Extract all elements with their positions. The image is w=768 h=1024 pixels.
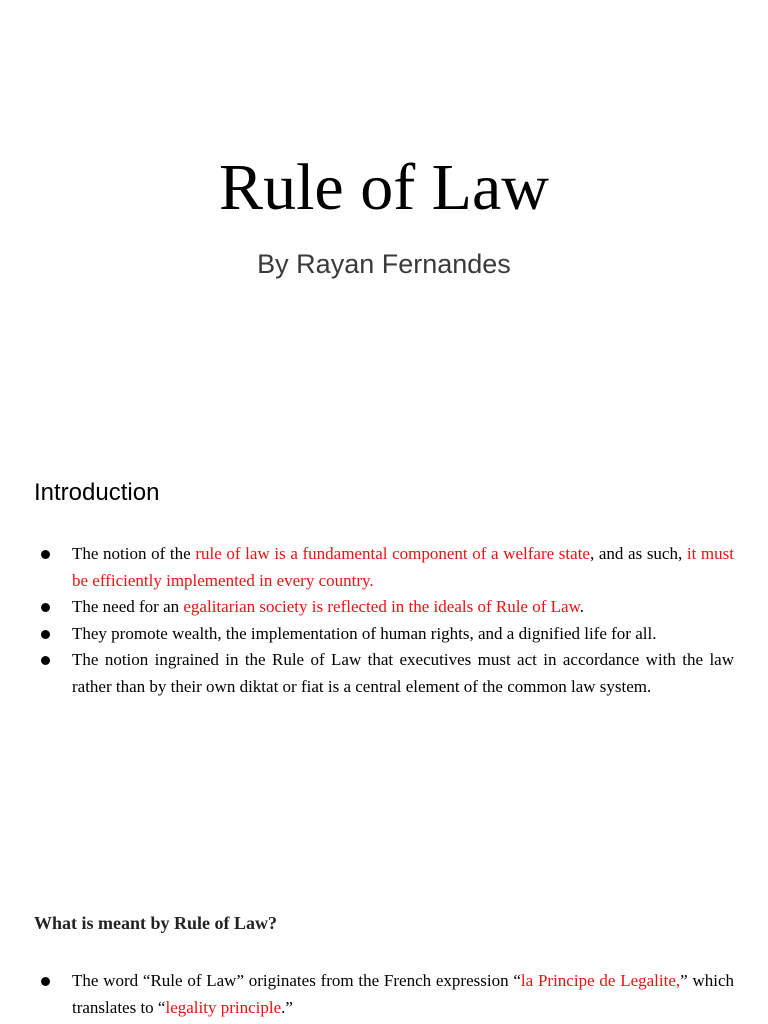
highlighted-text: rule of law is a fundamental component of a welfare state bbox=[195, 544, 590, 563]
bullet-text: The notion of the bbox=[72, 544, 196, 563]
bullet-text: .” bbox=[281, 997, 293, 1017]
bullet-text: They promote wealth, the implementation of human rights, and a dignified life for all. bbox=[72, 623, 657, 643]
highlighted-text: legality principle bbox=[165, 997, 282, 1017]
list-item bbox=[34, 541, 734, 594]
bullet-icon bbox=[41, 550, 50, 559]
document-title: Rule of Law bbox=[219, 151, 549, 224]
highlighted-text: la Principe de Legalite, bbox=[520, 971, 681, 990]
bullet-text: . bbox=[579, 597, 584, 616]
highlighted-text: egalitarian society is reflected in the ideals of Rule of Law bbox=[183, 597, 580, 616]
bullet-text: The need for an bbox=[72, 597, 184, 616]
highlighted-text: it must be efficiently implemented in every country. bbox=[72, 544, 734, 590]
bullet-text: ” which translates to “ bbox=[72, 971, 734, 1017]
meaning-heading: What is meant by Rule of Law? bbox=[34, 913, 278, 933]
list-item bbox=[34, 647, 734, 700]
bullet-text: The notion ingrained in the Rule of Law that executives must act in accordance with the law rather than by their own diktat or fiat is a central element of the common law system. bbox=[72, 650, 734, 696]
list-item bbox=[34, 621, 734, 648]
bullet-text: The word “Rule of Law” originates from the French expression “ bbox=[72, 971, 521, 990]
introduction-bullet-list bbox=[34, 541, 734, 700]
bullet-icon bbox=[41, 977, 50, 986]
document-author: By Rayan Fernandes bbox=[257, 249, 511, 279]
meaning-bullet-list bbox=[34, 968, 734, 1021]
list-item bbox=[34, 594, 734, 621]
bullet-text: , and as such, bbox=[589, 544, 687, 563]
introduction-heading: Introduction bbox=[34, 479, 160, 506]
list-item bbox=[34, 968, 734, 1021]
bullet-icon bbox=[41, 656, 50, 665]
bullet-icon bbox=[41, 603, 50, 612]
bullet-icon bbox=[41, 630, 50, 639]
